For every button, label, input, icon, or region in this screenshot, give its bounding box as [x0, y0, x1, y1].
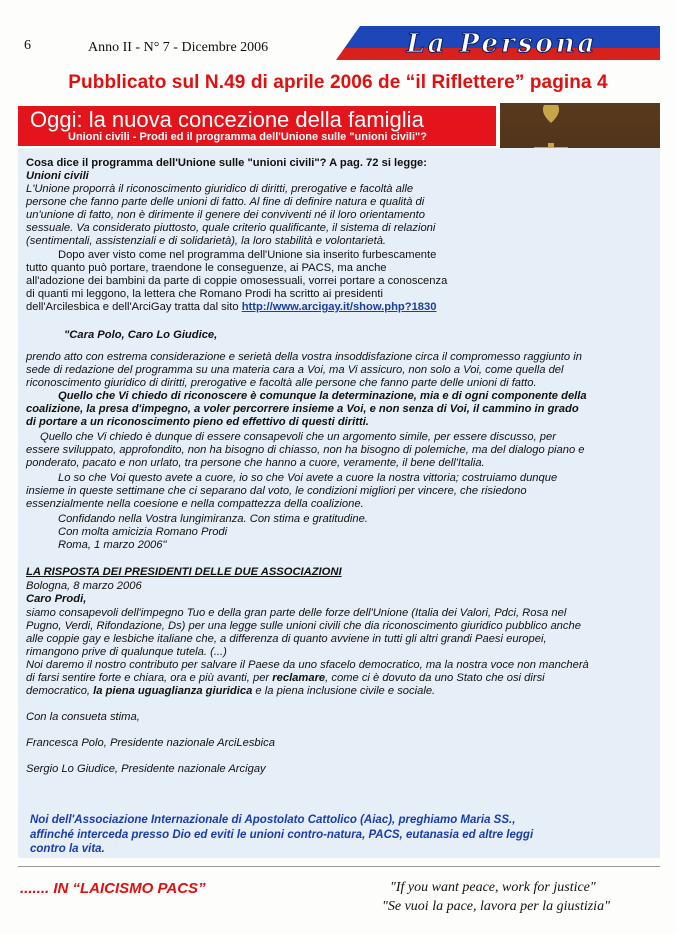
intro-line: all'adozione dei bambini da parte di coppie omosessuali, vorrei portare a conoscenza: [26, 275, 448, 287]
program-line: sessuale. Va considerato piuttosto, quale criterio qualificante, il sistema di relazioni: [26, 222, 436, 234]
aiac-appeal: [30, 813, 670, 857]
footer-quote-it: "Se vuoi la pace, lavora per la giustizia": [382, 899, 610, 914]
reply-closing: Con la consueta stima,: [26, 711, 140, 723]
letter-line: Lo so che Voi questo avete a cuore, io so che Voi avete a cuore la nostra vittoria; costruiamo dunque: [58, 472, 558, 484]
reply-signature: Sergio Lo Giudice, Presidente nazionale Arcigay: [26, 763, 266, 775]
reply-line: alle coppie gay e lesbiche italiane che, a differenza di quanto avviene in tutti gli altri grandi Paesi europei,: [26, 633, 547, 645]
reply-emphasis: la piena uguaglianza giuridica: [93, 685, 253, 697]
reply-text: di farsi sentire forte e chiara, ora e più avanti, per: [26, 672, 273, 684]
intro-line: Dopo aver visto come nel programma dell'Unione sia inserito furbescamente: [58, 249, 437, 261]
article-question: Cosa dice il programma dell'Unione sulle "unioni civili"? A pag. 72 si legge:: [26, 157, 427, 169]
issue-info: Anno II - N° 7 - Dicembre 2006: [88, 40, 269, 55]
headline: Pubblicato sul N.49 di aprile 2006 de “il Riflettere” pagina 4: [68, 72, 608, 93]
appeal-line: affinché interceda presso Dio ed eviti le unioni contro-natura, PACS, eutanasia ed altre leggi: [30, 828, 534, 841]
program-line: L'Unione proporrà il riconoscimento giuridico di diritti, prerogative e facoltà alle: [26, 183, 414, 195]
appeal-line: contro la vita.: [30, 843, 105, 855]
section-title: Unioni civili: [26, 170, 89, 182]
program-line: persone che fanno parte delle unioni di fatto. Al fine di definire natura e qualità di: [26, 196, 425, 208]
letter-closing: Confidando nella Vostra lungimiranza. Con stima e gratitudine.: [58, 513, 368, 525]
intro-text: dell'Arcilesbica e dell'ArciGay tratta dal sito: [26, 301, 242, 313]
letter-bold-line: di portare a un riconoscimento pieno ed effettivo di questi diritti.: [26, 416, 369, 428]
arcigay-link[interactable]: http://www.arcigay.it/show.php?1830: [241, 301, 437, 313]
reply-line: [26, 685, 435, 698]
letter-line: riconoscimento giuridico di diritti, prerogative e facoltà alle persone che fanno parte delle unioni di fatto.: [26, 377, 537, 389]
reply-text: democratico,: [26, 685, 94, 697]
program-line: un'unione di fatto, non è dirimente il genere dei conviventi né il loro orientamento: [26, 209, 425, 221]
letter-closing: Con molta amicizia Romano Prodi: [58, 526, 228, 538]
letter-bold-line: coalizione, la presa d'impegno, a voler percorrere insieme a Voi, e non senza di Voi, il cammino in grado: [26, 403, 579, 415]
letter-line: ponderato, pacato e non urlato, tra persone che hanno a cuore, veramente, il bene dell'Italia.: [26, 457, 485, 469]
intro-line-last: [26, 301, 436, 314]
banner-title: Oggi: la nuova concezione della famiglia: [30, 107, 424, 132]
logo-text: La Persona: [406, 29, 598, 59]
reply-emphasis: reclamare: [272, 672, 326, 684]
reply-signature: Francesca Polo, Presidente nazionale ArciLesbica: [26, 737, 275, 749]
letter-closing: Roma, 1 marzo 2006": [58, 539, 167, 551]
letter-line: sede di redazione del programma su una materia cara a Voi, ma Vi assicuro, non solo a Voi, come quella del: [26, 364, 564, 376]
letter-bold-line: Quello che Vi chiedo di riconoscere è comunque la determinazione, mia e di ogni componente della: [58, 390, 587, 402]
reply-salutation: Caro Prodi,: [26, 593, 87, 605]
reply-text: e la piena inclusione civile e sociale.: [252, 685, 436, 697]
program-line: (sentimentali, assistenziali e di solidarietà), la loro stabilità e volontarietà.: [26, 235, 387, 247]
reply-title: LA RISPOSTA DEI PRESIDENTI DELLE DUE ASSOCIAZIONI: [26, 566, 342, 578]
intro-line: di quanti mi leggono, la lettera che Romano Prodi ha scritto ai presidenti: [26, 288, 383, 300]
reply-line: Noi daremo il nostro contributo per salvare il Paese da uno sfacelo democratico, ma la nostra voce non mancherà: [26, 659, 589, 671]
reply-line: rimangono prive di qualunque tutela. (...): [26, 646, 227, 658]
footer-quote-en: "If you want peace, work for justice": [390, 880, 596, 895]
footer-laicismo: ....... IN “LAICISMO PACS”: [20, 880, 206, 897]
footer-divider: [18, 866, 660, 867]
letter-line: essere sviluppato, approfondito, non ha bisogno di chiasso, non ha bisogno di polemiche, ma del dialogo piano e: [26, 444, 585, 456]
reply-line: siamo consapevoli dell'impegno Tuo e della gran parte delle forze dell'Unione (Italia dei Valori, Pdci, Rosa nel: [26, 607, 567, 619]
reply-date: Bologna, 8 marzo 2006: [26, 580, 142, 592]
letter-salutation: "Cara Polo, Caro Lo Giudice,: [64, 329, 218, 341]
letter-line: Quello che Vi chiedo è dunque di essere consapevoli che un argomento simile, per essere discusso, per: [40, 431, 556, 443]
letter-line: essenzialmente nella coesione e nella compattezza della coalizione.: [26, 498, 364, 510]
intro-line: tutto quanto può portare, traendone le conseguenze, ai PACS, ma anche: [26, 262, 387, 274]
appeal-line: Noi dell'Associazione Internazionale di Apostolato Cattolico (Aiac), preghiamo Maria SS.,: [30, 814, 516, 826]
reply-line: [26, 672, 545, 685]
la-persona-logo: [336, 26, 660, 60]
letter-line: insieme in queste settimane che ci separano dal voto, le condizioni migliori per vincere, che risiedono: [26, 485, 527, 497]
banner-subtitle: Unioni civili - Prodi ed il programma dell'Unione sulle "unioni civili"?: [68, 131, 427, 143]
page-number: 6: [24, 38, 31, 53]
letter-line: prendo atto con estrema considerazione e serietà della vostra insoddisfazione circa il compromesso raggiunto in: [26, 351, 582, 363]
reply-text: , come ci è dovuto da uno Stato che osi dirsi: [325, 672, 545, 684]
reply-line: Pugno, Verdi, Rifondazione, Ds) per una legge sulle unioni civili che dia riconoscimento giuridico pubblico anche: [26, 620, 581, 632]
